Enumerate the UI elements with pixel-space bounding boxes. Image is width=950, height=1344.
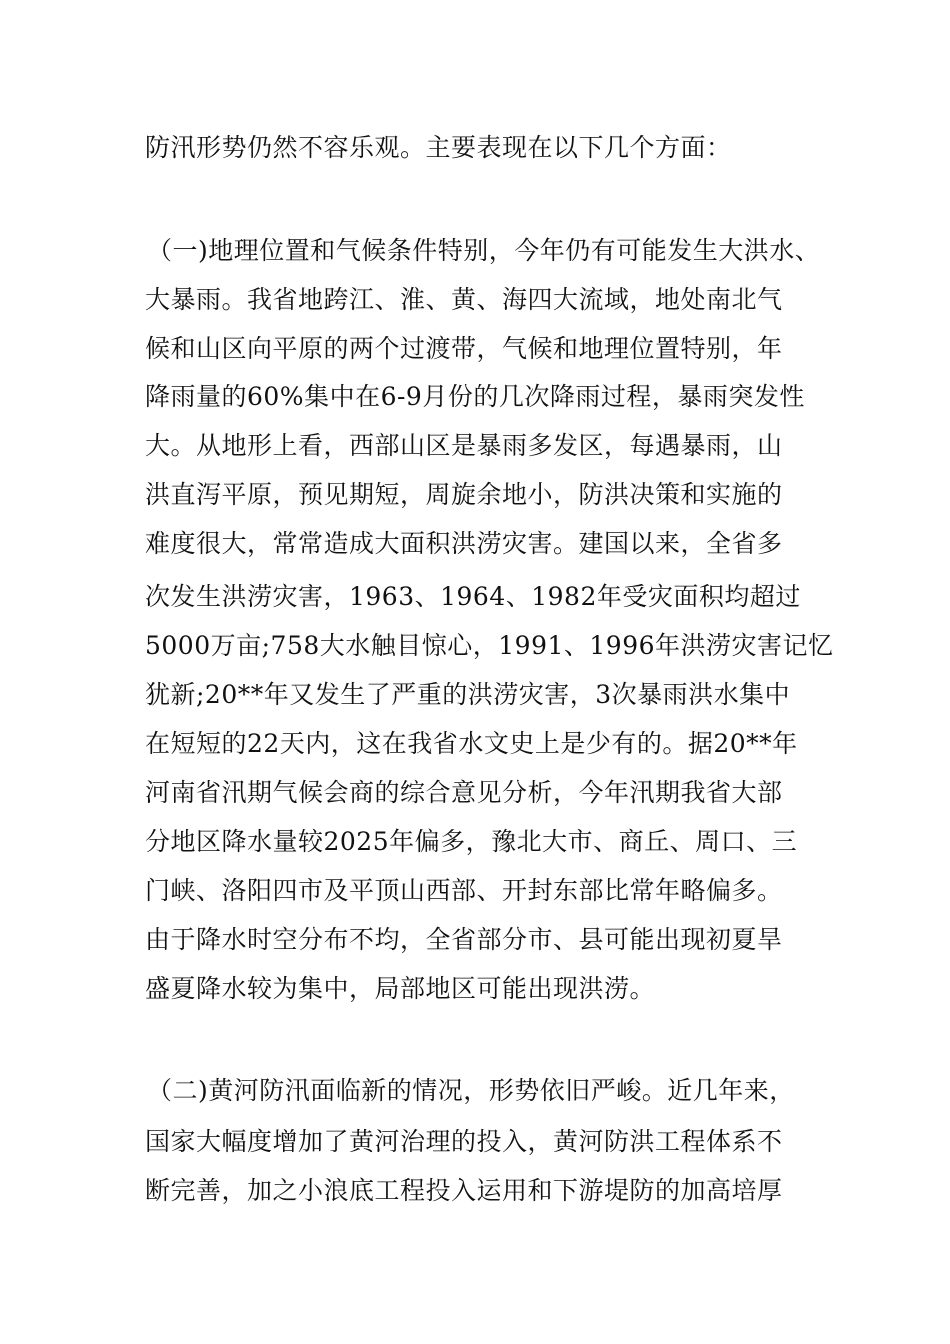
section1-line: 次发生洪涝灾害，1963、1964、1982年受灾面积均超过 — [145, 582, 801, 611]
section1-line: 5000万亩;758大水触目惊心，1991、1996年洪涝灾害记忆 — [145, 631, 834, 660]
section1-line: 大暴雨。我省地跨江、淮、黄、海四大流域，地处南北气 — [145, 285, 783, 314]
intro-line: 防汛形势仍然不容乐观。主要表现在以下几个方面： — [145, 133, 732, 162]
section1-line: 盛夏降水较为集中，局部地区可能出现洪涝。 — [145, 974, 656, 1003]
section1-line: 洪直泻平原，预见期短，周旋余地小，防洪决策和实施的 — [145, 480, 783, 509]
section2-line: 国家大幅度增加了黄河治理的投入，黄河防洪工程体系不 — [145, 1127, 783, 1156]
section1-heading-line: （一)地理位置和气候条件特别，今年仍有可能发生大洪水、 — [147, 236, 821, 265]
section1-line: 河南省汛期气候会商的综合意见分析，今年汛期我省大部 — [145, 778, 783, 807]
section1-line: 在短短的22天内，这在我省水文史上是少有的。据20**年 — [145, 729, 798, 758]
section1-line: 大。从地形上看，西部山区是暴雨多发区，每遇暴雨，山 — [145, 431, 783, 460]
section1-line: 门峡、洛阳四市及平顶山西部、开封东部比常年略偏多。 — [145, 876, 783, 905]
section1-line: 犹新;20**年又发生了严重的洪涝灾害，3次暴雨洪水集中 — [145, 680, 791, 709]
section1-line: 候和山区向平原的两个过渡带，气候和地理位置特别，年 — [145, 334, 783, 363]
section1-line: 降雨量的60%集中在6-9月份的几次降雨过程，暴雨突发性 — [145, 382, 805, 411]
section2-heading-line: （二)黄河防汛面临新的情况，形势依旧严峻。近几年来， — [147, 1076, 795, 1105]
section1-line: 难度很大，常常造成大面积洪涝灾害。建国以来，全省多 — [145, 529, 783, 558]
section2-line: 断完善，加之小浪底工程投入运用和下游堤防的加高培厚 — [145, 1176, 783, 1205]
section1-line: 由于降水时空分布不均，全省部分市、县可能出现初夏旱 — [145, 925, 783, 954]
section1-line: 分地区降水量较2025年偏多，豫北大市、商丘、周口、三 — [145, 827, 798, 856]
